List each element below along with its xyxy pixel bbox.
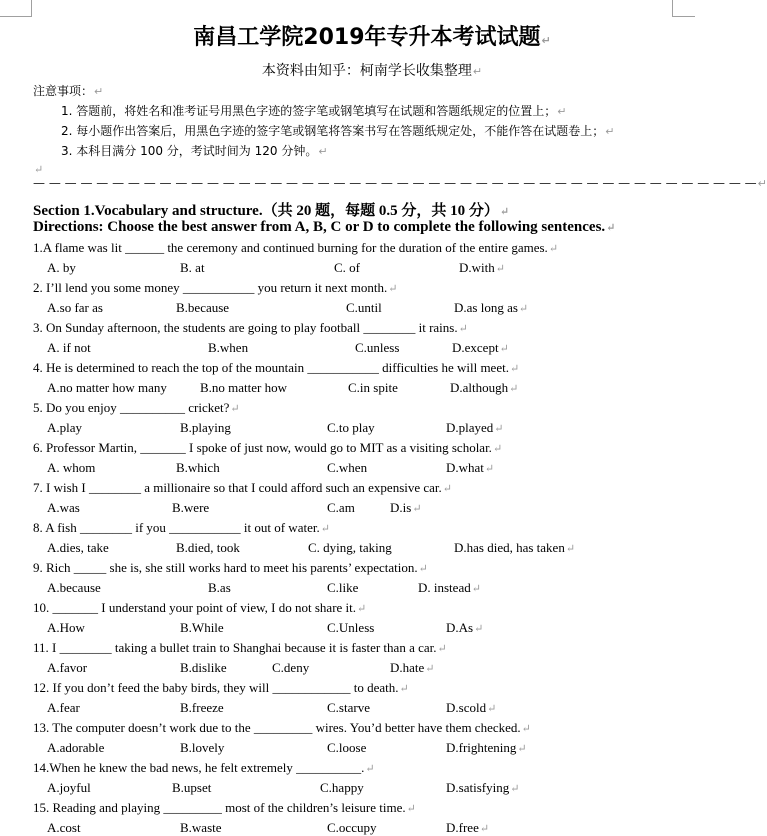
answer-option-c: C. dying, taking: [308, 540, 392, 555]
answer-option-d: D. instead↵: [418, 580, 481, 595]
answer-option-c: C.am: [327, 500, 355, 515]
paragraph-mark: ↵: [499, 343, 509, 355]
paragraph-mark: ↵: [548, 243, 559, 255]
answer-option-d: D.hate↵: [390, 660, 435, 675]
answer-option-d: D.frightening↵: [446, 740, 527, 755]
answer-option-b: B.waste: [180, 820, 222, 835]
answer-option-b: B.While: [180, 620, 224, 635]
answer-option-d: D.has died, has taken↵: [454, 540, 576, 555]
paragraph-mark: ↵: [484, 463, 495, 475]
answer-option-b: B.because: [176, 300, 230, 315]
section-heading: Section 1.Vocabulary and structure.（共 20 题，每题 0.5 分，共 10 分）↵: [33, 203, 510, 219]
answer-option-c: C.occupy: [327, 820, 377, 835]
answer-option-d: D.As↵: [446, 620, 484, 635]
answer-option-a: A.so far as: [47, 300, 103, 315]
paragraph-mark: ↵: [472, 65, 483, 78]
answer-option-d: D.except↵: [452, 340, 509, 355]
question-stem: 11. I ________ taking a bullet train to Shanghai because it is faster than a car.↵: [33, 640, 447, 655]
answer-option-d: D.what↵: [446, 460, 495, 475]
paragraph-mark: ↵: [94, 85, 104, 98]
divider-line: — — — — — — — — — — — — — — — — — — — — — — — — — — — — — — — — — — — — — — — — — — — — — —↵: [33, 176, 767, 190]
paragraph-mark: ↵: [474, 623, 484, 635]
answer-option-a: A.favor: [47, 660, 88, 675]
paragraph-mark: ↵: [357, 603, 367, 615]
answer-option-d: D.satisfying↵: [446, 780, 520, 795]
paragraph-mark: ↵: [757, 177, 767, 190]
question-stem: 8. A fish ________ if you ___________ it out of water.↵: [33, 520, 330, 535]
answer-option-b: B.dislike: [180, 660, 227, 675]
answer-option-a: A.adorable: [47, 740, 105, 755]
paragraph-mark: ↵: [34, 164, 44, 176]
answer-option-a: A.no matter how many: [47, 380, 167, 395]
answer-option-c: C.deny: [272, 660, 310, 675]
note-item: 1. 答题前，将姓名和准考证号用黑色字迹的签字笔或钢笔填写在试题和答题纸规定的位置上；↵: [61, 104, 567, 118]
paragraph-mark: ↵: [406, 803, 416, 815]
paragraph-mark: ↵: [471, 583, 481, 595]
answer-option-b: B.died, took: [176, 540, 240, 555]
answer-option-c: C.in spite: [348, 380, 398, 395]
paragraph-mark: ↵: [509, 383, 519, 395]
answer-option-c: C.like: [327, 580, 359, 595]
answer-option-b: B.which: [176, 460, 220, 475]
paragraph-mark: ↵: [495, 263, 505, 275]
question-stem: 14.When he knew the bad news, he felt extremely __________.↵: [33, 760, 375, 775]
answer-option-c: C.unless: [355, 340, 400, 355]
answer-option-d: D.as long as↵: [454, 300, 529, 315]
paragraph-mark: ↵: [557, 105, 567, 118]
answer-option-a: A.was: [47, 500, 80, 515]
answer-option-a: A.play: [47, 420, 83, 435]
paragraph-mark: ↵: [458, 323, 468, 335]
answer-option-a: A.fear: [47, 700, 80, 715]
paragraph-mark: ↵: [494, 423, 504, 435]
answer-option-b: B.playing: [180, 420, 231, 435]
answer-option-a: A.because: [47, 580, 101, 595]
notes-heading: 注意事项：↵: [33, 84, 104, 98]
question-stem: 4. He is determined to reach the top of the mountain ___________ difficulties he will meet.↵: [33, 360, 520, 375]
answer-option-d: D.is↵: [390, 500, 422, 515]
answer-option-d: D.scold↵: [446, 700, 497, 715]
answer-option-b: B. at: [180, 260, 205, 275]
answer-option-d: D.although↵: [450, 380, 519, 395]
answer-option-c: C.Unless: [327, 620, 375, 635]
answer-option-a: A. by: [47, 260, 76, 275]
question-stem: 10. _______ I understand your point of view, I do not share it.↵: [33, 600, 367, 615]
crop-mark-top-right: [672, 0, 695, 17]
paragraph-mark: ↵: [492, 443, 503, 455]
answer-option-b: B.were: [172, 500, 210, 515]
paragraph-mark: ↵: [521, 723, 531, 735]
paragraph-mark: ↵: [605, 125, 615, 138]
paragraph-mark: ↵: [606, 222, 616, 234]
answer-option-b: B.lovely: [180, 740, 225, 755]
paragraph-mark: ↵: [388, 283, 398, 295]
answer-option-a: A.dies, take: [47, 540, 109, 555]
answer-option-b: B.when: [208, 340, 249, 355]
answer-option-d: D.with↵: [459, 260, 505, 275]
paragraph-mark: ↵: [365, 763, 375, 775]
question-stem: 7. I wish I ________ a millionaire so that I could afford such an expensive car.↵: [33, 480, 453, 495]
answer-option-a: A. if not: [47, 340, 91, 355]
question-stem: 12. If you don’t feed the baby birds, they will ____________ to death.↵: [33, 680, 409, 695]
answer-option-b: B.as: [208, 580, 231, 595]
answer-option-c: C. of: [334, 260, 360, 275]
paragraph-mark: ↵: [499, 206, 510, 218]
paragraph-mark: ↵: [518, 303, 529, 315]
paragraph-mark: ↵: [487, 703, 497, 715]
answer-option-d: D.free↵: [446, 820, 490, 835]
paragraph-mark: ↵: [418, 563, 428, 575]
answer-option-c: C.to play: [327, 420, 375, 435]
question-stem: 3. On Sunday afternoon, the students are going to play football ________ it rains.↵: [33, 320, 468, 335]
answer-option-a: A. whom: [47, 460, 96, 475]
paragraph-mark: ↵: [565, 543, 576, 555]
question-stem: 6. Professor Martin, _______ I spoke of just now, would go to MIT as a visiting scholar.↵: [33, 440, 503, 455]
paragraph-mark: ↵: [541, 34, 551, 47]
answer-option-c: C.when: [327, 460, 368, 475]
answer-option-c: C.until: [346, 300, 382, 315]
answer-option-c: C.happy: [320, 780, 364, 795]
exam-subtitle: 本资料由知乎：柯南学长收集整理↵: [261, 63, 483, 79]
paragraph-mark: ↵: [320, 523, 330, 535]
note-item: 3. 本科目满分 100 分，考试时间为 120 分钟。↵: [61, 144, 328, 158]
paragraph-mark: ↵: [412, 503, 422, 515]
paragraph-mark: ↵: [479, 823, 490, 835]
crop-mark-top-left: [0, 0, 32, 17]
question-stem: 13. The computer doesn’t work due to the _________ wires. You’d better have them checked.↵: [33, 720, 531, 735]
paragraph-mark: ↵: [509, 363, 520, 375]
paragraph-mark: ↵: [437, 643, 447, 655]
answer-option-a: A.cost: [47, 820, 81, 835]
question-stem: 1.A flame was lit ______ the ceremony and continued burning for the duration of the entire games.↵: [33, 240, 559, 255]
answer-option-a: A.joyful: [47, 780, 91, 795]
question-stem: 9. Rich _____ she is, she still works hard to meet his parents’ expectation.↵: [33, 560, 428, 575]
answer-option-c: C.loose: [327, 740, 367, 755]
paragraph-mark: ↵: [399, 683, 409, 695]
paragraph-mark: ↵: [442, 483, 453, 495]
question-stem: 15. Reading and playing _________ most of the children’s leisure time.↵: [33, 800, 416, 815]
exam-title: 南昌工学院2019年专升本考试试题↵: [193, 25, 551, 50]
answer-option-d: D.played↵: [446, 420, 504, 435]
paragraph-mark: ↵: [517, 743, 527, 755]
answer-option-b: B.no matter how: [200, 380, 288, 395]
paragraph-mark: ↵: [510, 783, 520, 795]
note-item: 2. 每小题作出答案后，用黑色字迹的签字笔或钢笔将答案书写在答题纸规定处，不能作答在试题卷上；↵: [61, 124, 615, 138]
question-stem: 2. I’ll lend you some money ___________ you return it next month.↵: [33, 280, 398, 295]
answer-option-b: B.upset: [172, 780, 212, 795]
paragraph-mark: ↵: [425, 663, 435, 675]
answer-option-c: C.starve: [327, 700, 370, 715]
paragraph-mark: ↵: [230, 403, 240, 415]
answer-option-b: B.freeze: [180, 700, 224, 715]
section-directions: Directions: Choose the best answer from A, B, C or D to complete the following sentences.↵: [33, 219, 616, 235]
answer-option-a: A.How: [47, 620, 85, 635]
question-stem: 5. Do you enjoy __________ cricket?↵: [33, 400, 240, 415]
paragraph-mark: ↵: [318, 145, 328, 158]
